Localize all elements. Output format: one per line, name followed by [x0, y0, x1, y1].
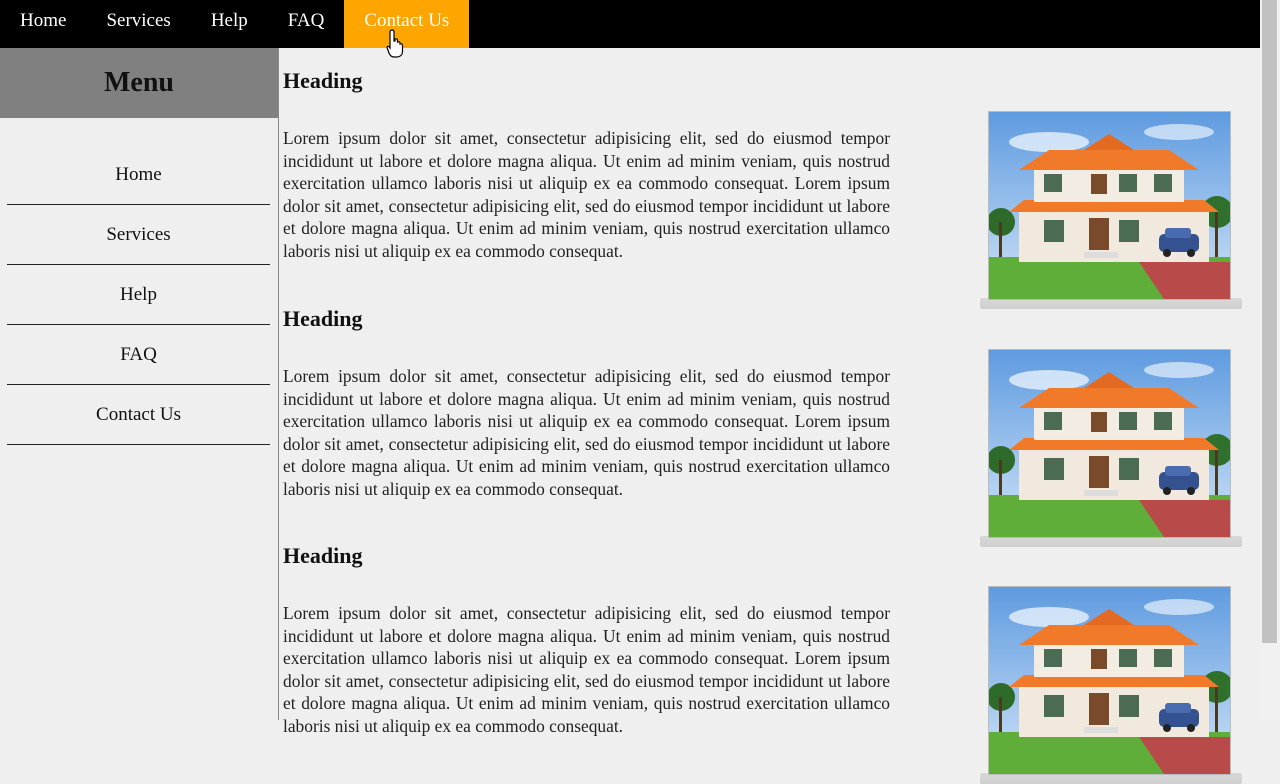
sidebar-item-faq[interactable]: FAQ [7, 325, 270, 385]
section-body-text: Lorem ipsum dolor sit amet, consectetur adipisicing elit, sed do eiusmod tempor incididunt ut labore et dolore magna aliqua. Ut enim ad minim veniam, quis nostrud exercitation ullamco laboris nisi ut aliquip ex ea commodo consequat. Lorem ipsum dolor sit amet, consectetur adipisicing elit, sed do eiusmod tempor incididunt ut labore et dolore magna aliqua. Ut enim ad minim veniam, quis nostrud exercitation ullamco laboris nisi ut aliquip ex ea commodo consequat. [283, 128, 890, 261]
sidebar-item-services[interactable]: Services [7, 205, 270, 265]
nav-item-services[interactable]: Services [106, 10, 171, 31]
hand-pointer-icon [386, 29, 406, 59]
house-photo [988, 349, 1231, 538]
sidebar-menu-list [0, 118, 278, 445]
sidebar-title: Menu [0, 48, 278, 118]
nav-item-help[interactable]: Help [210, 10, 248, 31]
sidebar-item-home[interactable]: Home [7, 118, 270, 205]
nav-item-contact-us[interactable]: Contact Us [344, 0, 469, 48]
section-image-card [980, 346, 1230, 546]
sidebar-item-contact-us[interactable]: Contact Us [7, 385, 270, 445]
section-heading: Heading [283, 68, 363, 93]
sidebar-item-help[interactable]: Help [7, 265, 270, 325]
sidebar [0, 48, 279, 720]
main-content [283, 48, 1253, 736]
scrollbar-thumb[interactable] [1262, 0, 1277, 643]
vertical-scrollbar[interactable] [1260, 0, 1280, 720]
top-navigation-bar [0, 0, 1260, 48]
section-heading: Heading [283, 306, 363, 331]
nav-item-faq[interactable]: FAQ [287, 10, 325, 31]
section-body-text: Lorem ipsum dolor sit amet, consectetur adipisicing elit, sed do eiusmod tempor incididunt ut labore et dolore magna aliqua. Ut enim ad minim veniam, quis nostrud exercitation ullamco laboris nisi ut aliquip ex ea commodo consequat. Lorem ipsum dolor sit amet, consectetur adipisicing elit, sed do eiusmod tempor incididunt ut labore et dolore magna aliqua. Ut enim ad minim veniam, quis nostrud exercitation ullamco laboris nisi ut aliquip ex ea commodo consequat. [283, 603, 890, 736]
nav-item-home[interactable]: Home [20, 10, 67, 31]
section-body-text: Lorem ipsum dolor sit amet, consectetur adipisicing elit, sed do eiusmod tempor incididunt ut labore et dolore magna aliqua. Ut enim ad minim veniam, quis nostrud exercitation ullamco laboris nisi ut aliquip ex ea commodo consequat. Lorem ipsum dolor sit amet, consectetur adipisicing elit, sed do eiusmod tempor incididunt ut labore et dolore magna aliqua. Ut enim ad minim veniam, quis nostrud exercitation ullamco laboris nisi ut aliquip ex ea commodo consequat. [283, 366, 890, 499]
section-heading: Heading [283, 543, 363, 568]
section-image-card [980, 108, 1230, 308]
house-photo [988, 111, 1231, 300]
section-image-card [980, 583, 1230, 783]
house-photo [988, 586, 1231, 775]
